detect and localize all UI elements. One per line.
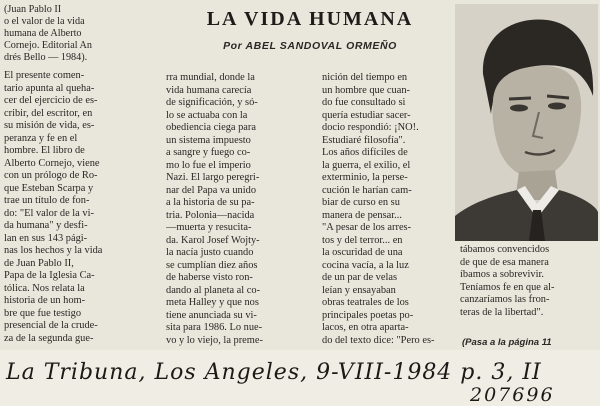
text-line: nición del tiempo en bbox=[322, 72, 408, 83]
column-1-body bbox=[4, 70, 154, 345]
text-line: sita para 1986. Lo nue- bbox=[166, 322, 263, 333]
text-line: cución le harían cam- bbox=[322, 184, 412, 196]
text-line: "A pesar de los arres- bbox=[322, 222, 412, 233]
text-line: vo y lo viejo, la preme- bbox=[166, 334, 263, 346]
reference-line: Cornejo. Editorial An bbox=[4, 40, 92, 51]
text-line: a sangre y fuego co- bbox=[166, 147, 251, 158]
text-line: cocina vacía, a la luz bbox=[322, 259, 409, 271]
text-line: que Esteban Scarpa y bbox=[4, 182, 94, 194]
text-line: cribir, del escritor, en bbox=[4, 107, 93, 119]
text-line: tiene anunciada su vi- bbox=[166, 309, 257, 321]
text-line: de haberse visto ron- bbox=[166, 272, 253, 283]
text-line: bre que fue testigo bbox=[4, 307, 82, 319]
article-title: LA VIDA HUMANA bbox=[206, 8, 414, 30]
text-line: Teníamos fe en que al- bbox=[460, 281, 555, 293]
text-line: do fue consultado si bbox=[322, 97, 406, 108]
column-3-body bbox=[322, 72, 452, 347]
text-line: Nazi. El largo peregri- bbox=[166, 172, 260, 183]
article-column-2 bbox=[166, 72, 316, 350]
column-2-body bbox=[166, 72, 316, 347]
text-line: tos y del terror... en bbox=[322, 234, 403, 246]
text-line: obediencia ciega para bbox=[166, 122, 256, 133]
book-reference bbox=[4, 4, 154, 64]
text-line: El presente comen- bbox=[4, 70, 85, 81]
text-line: de Juan Pablo II, bbox=[4, 257, 74, 269]
text-line: nar del Papa va unido bbox=[166, 184, 257, 196]
text-line: hombre. El libro de bbox=[4, 145, 85, 156]
text-line: Estudiaré filosofía". bbox=[322, 134, 406, 146]
text-line: nas los hechos y la vida bbox=[4, 245, 103, 256]
handwritten-source-note: La Tribuna, Los Angeles, 9-VIII-1984 p. 3, II bbox=[6, 360, 542, 385]
text-line: la oscuridad de una bbox=[322, 247, 403, 258]
reference-line: drés Bello — 1984). bbox=[4, 52, 88, 63]
text-line: biar de curso en su bbox=[322, 197, 400, 208]
text-line: de que de esa manera bbox=[460, 256, 549, 268]
text-line: la guerra, el exilio, el bbox=[322, 159, 411, 171]
column-4-body bbox=[460, 244, 598, 319]
text-line: a la historia de su pa- bbox=[166, 197, 255, 208]
reference-line: (Juan Pablo II bbox=[4, 4, 62, 15]
text-line: de un par de velas bbox=[322, 272, 398, 283]
text-line: docio respondió: ¡NO!. bbox=[322, 122, 419, 133]
text-line: Papa de la Iglesia Ca- bbox=[4, 270, 95, 281]
text-line: cer del ejercicio de es- bbox=[4, 95, 98, 106]
text-line: se cumplían diez años bbox=[166, 259, 258, 271]
text-line: canzaríamos las fron- bbox=[460, 294, 550, 305]
text-line: íbamos a sobrevivir. bbox=[460, 269, 544, 280]
text-line: obras teatrales de los bbox=[322, 297, 409, 308]
article-column-1 bbox=[4, 4, 154, 350]
text-line: lan en sus 143 pági- bbox=[4, 232, 88, 244]
portrait-photo bbox=[455, 4, 598, 241]
text-line: Los años difíciles de bbox=[322, 147, 408, 158]
text-line: quería estudiar sacer- bbox=[322, 109, 411, 121]
text-line: lacos, en otra aparta- bbox=[322, 322, 409, 333]
text-line: trae un título de fon- bbox=[4, 195, 90, 206]
article-column-4 bbox=[460, 244, 598, 350]
text-line: tario apunta al queha- bbox=[4, 82, 95, 94]
continued-on-page-note: (Pasa a la página 11 bbox=[462, 337, 552, 348]
text-line: za de la segunda gue- bbox=[4, 332, 94, 344]
text-line: da. Karol Josef Wojty- bbox=[166, 234, 260, 246]
text-line: dando al planeta al co- bbox=[166, 284, 261, 296]
text-line: tábamos convencidos bbox=[460, 244, 550, 255]
text-line: principales poetas po- bbox=[322, 309, 414, 321]
article-column-3 bbox=[322, 72, 452, 350]
text-line: Alberto Cornejo, viene bbox=[4, 157, 100, 169]
text-line: meta Halley y que nos bbox=[166, 297, 259, 308]
text-line: de significación, y só- bbox=[166, 97, 258, 108]
reference-line: o el valor de la vida bbox=[4, 16, 85, 27]
text-line: lo se actuaba con la bbox=[166, 109, 248, 121]
text-line: teras de la libertad". bbox=[460, 306, 544, 318]
text-line: da humana" y desfi- bbox=[4, 220, 88, 231]
text-line: la nacía justo cuando bbox=[166, 247, 254, 258]
text-line: un sistema impuesto bbox=[166, 134, 251, 146]
text-line: un hombre que cuan- bbox=[322, 84, 411, 96]
text-line: do: "El valor de la vi- bbox=[4, 207, 94, 219]
text-line: vida humana carecía bbox=[166, 84, 252, 96]
text-line: historia de un hom- bbox=[4, 295, 86, 306]
text-line: con un prólogo de Ro- bbox=[4, 170, 98, 181]
text-line: exterminio, la perse- bbox=[322, 172, 408, 183]
handwritten-catalog-number: 207696 bbox=[470, 384, 555, 406]
text-line: mo lo fue el imperio bbox=[166, 159, 251, 171]
text-line: rra mundial, donde la bbox=[166, 72, 255, 83]
text-line: do del texto dice: "Pero es- bbox=[322, 334, 435, 346]
text-line: leían y ensayaban bbox=[322, 284, 396, 296]
text-line: peranza y fe en el bbox=[4, 132, 78, 144]
portrait-illustration bbox=[455, 4, 598, 241]
article-byline: Por ABEL SANDOVAL ORMEÑO bbox=[223, 40, 397, 52]
reference-line: humana de Alberto bbox=[4, 28, 82, 39]
text-line: su misión de vida, es- bbox=[4, 120, 95, 131]
text-line: —muerta y resucita- bbox=[166, 222, 252, 233]
text-line: presencial de la crude- bbox=[4, 320, 98, 331]
text-line: tólica. Nos relata la bbox=[4, 282, 85, 294]
text-line: manera de pensar... bbox=[322, 209, 402, 221]
text-line: tria. Polonia—nacida bbox=[166, 209, 255, 221]
